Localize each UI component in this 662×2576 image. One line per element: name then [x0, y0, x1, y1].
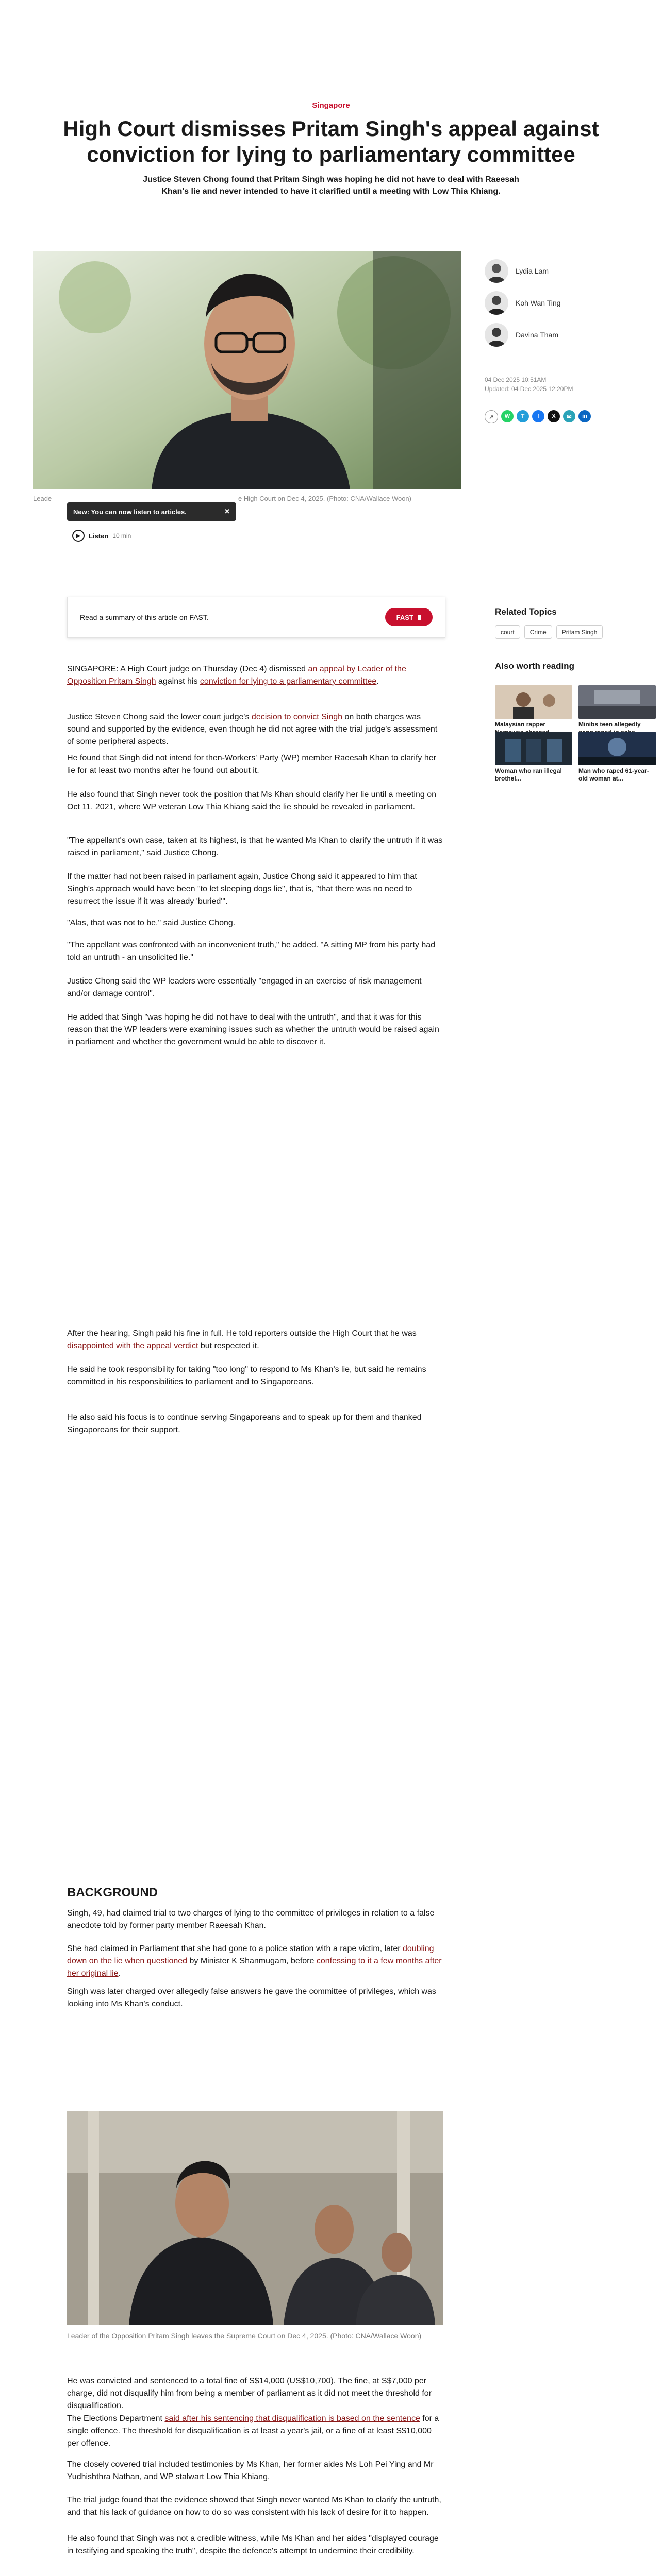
body-paragraph: He said he took responsibility for taking "too long" to respond to Ms Khan's lie, but said he remains committed in his responsibilities to parliament and to Singaporeans.: [67, 1365, 426, 1386]
body-paragraph: Justice Steven Chong said the lower court judge's decision to convict Singh on both charges was sound and supported by the evidence, even though he did not agree with the trial judge's assessment of some peripheral aspects.: [67, 713, 438, 746]
listen-toast: [67, 502, 236, 521]
body-paragraph: After the hearing, Singh paid his fine in full. He told reporters outside the High Court that he was disappointed with the appeal verdict but respected it.: [67, 1329, 417, 1350]
also-item-thumbnail: [578, 732, 656, 765]
avatar: [485, 323, 508, 347]
body-paragraph: The Elections Department said after his sentencing that disqualification is based on the sentence for a single offence. The threshold for disqualification is at least a year's jail, or a fine of at least S$10,000 per offence.: [67, 2414, 439, 2448]
link-confessing[interactable]: confessing to it a few months after her original lie: [67, 1957, 442, 1978]
body-paragraph: If the matter had not been raised in parliament again, Justice Chong said it appeared to him that Singh's approach would have been "to let sleeping dogs lie", that is, "that there was no need to resurrect the issue if it was already 'buried'".: [67, 872, 417, 906]
standfirst: Justice Steven Chong found that Pritam Singh was hoping he did not have to deal with Raeesah Khan's lie and never intended to have it clarified until a meeting with Low Thia Khiang.: [143, 175, 519, 196]
background-heading: BACKGROUND: [67, 1886, 158, 1900]
related-topics-title: Related Topics: [495, 607, 557, 617]
fast-button[interactable]: [385, 608, 433, 626]
x-icon[interactable]: X: [548, 410, 560, 422]
published-date: 04 Dec 2025 10:51AM: [485, 376, 547, 383]
author-item[interactable]: [485, 319, 639, 351]
article-dates: [485, 375, 573, 394]
body-paragraph: Singh was later charged over allegedly false answers he gave the committee of privileges, which was looking into Ms Khan's conduct.: [67, 1987, 436, 2008]
link-elections-dept[interactable]: said after his sentencing that disqualification is based on the sentence: [164, 2414, 420, 2423]
facebook-icon[interactable]: f: [532, 410, 544, 422]
also-item-title: Minibs teen allegedly: [578, 721, 641, 728]
body-paragraph: He was convicted and sentenced to a total fine of S$14,000 (US$10,700). The fine, at S$7,000 per charge, did not disqualify him from being a member of parliament as it did not meet the threshold for disqualification.: [67, 2377, 432, 2410]
link-conviction[interactable]: conviction for lying to a parliamentary committee: [200, 677, 377, 686]
also-worth-reading-title: Also worth reading: [495, 661, 574, 671]
author-name: Koh Wan Ting: [516, 299, 561, 307]
section-link[interactable]: Singapore: [312, 101, 350, 110]
hero-photo-illustration: [33, 251, 461, 489]
also-item-title: Woman who ran illegal brothel...: [495, 767, 562, 782]
share-bar: [485, 410, 591, 423]
hero-caption-visible: e High Court on Dec 4, 2025. (Photo: CNA/Wallace Woon): [238, 495, 411, 502]
article-photo: [67, 2111, 443, 2325]
avatar: [485, 259, 508, 283]
headline: High Court dismisses Pritam Singh's appeal against conviction for lying to parliamentary committee: [63, 116, 599, 166]
link-disappointed[interactable]: disappointed with the appeal verdict: [67, 1342, 198, 1350]
updated-date: Updated: 04 Dec 2025 12:20PM: [485, 385, 573, 393]
fast-button-label: FAST: [396, 613, 413, 621]
body-paragraph: He also found that Singh was not a credible witness, while Ms Khan and her aides "displayed courage in testifying and speaking the truth", despite the defence's attempt to undermine their credibility.: [67, 2534, 439, 2555]
listen-label: Listen: [89, 532, 109, 540]
hero-image: [33, 251, 461, 489]
body-paragraph: He also said his focus is to continue serving Singaporeans and to speak up for them and thanked Singaporeans for their support.: [67, 1413, 422, 1434]
also-item-title: Malaysian rapper: [495, 721, 546, 728]
author-list: [485, 255, 639, 351]
fast-prompt: Read a summary of this article on FAST.: [80, 613, 209, 621]
also-item[interactable]: [495, 685, 572, 736]
play-icon: ▶: [72, 530, 85, 542]
body-paragraph: She had claimed in Parliament that she had gone to a police station with a rape victim, later doubling down on the lie when questioned by Minister K Shanmugam, before confessing to it a few months after her original lie.: [67, 1944, 442, 1978]
author-name: Lydia Lam: [516, 267, 549, 275]
also-item-thumbnail: [495, 732, 572, 765]
related-tags: [495, 625, 603, 639]
photo-caption: Leader of the Opposition Pritam Singh leaves the Supreme Court on Dec 4, 2025. (Photo: CNA/Wallace Woon): [67, 2332, 422, 2340]
tag-court[interactable]: court: [495, 625, 520, 639]
also-item-title: Man who raped 61-year-old woman at...: [578, 767, 649, 782]
body-paragraph: SINGAPORE: A High Court judge on Thursday (Dec 4) dismissed an appeal by Leader of the Opposition Pritam Singh against his conviction for lying to a parliamentary committee.: [67, 665, 406, 686]
body-paragraph: Justice Chong said the WP leaders were essentially "engaged in an exercise of risk management and/or damage control".: [67, 977, 422, 998]
link-doubling-down[interactable]: doubling down on the lie when questioned: [67, 1944, 434, 1965]
listen-button[interactable]: [72, 528, 131, 544]
photo-illustration: [67, 2111, 443, 2325]
hero-caption-prefix: Leade: [33, 495, 52, 502]
tag-crime[interactable]: Crime: [524, 625, 552, 639]
copy-link-icon[interactable]: ↗: [485, 410, 498, 423]
body-paragraph: The closely covered trial included testimonies by Ms Khan, her former aides Ms Loh Pei Ying and Mr Yudhishthra Nathan, and WP stalwart Low Thia Khiang.: [67, 2460, 434, 2481]
also-item-thumbnail: [578, 685, 656, 719]
author-item[interactable]: [485, 287, 639, 319]
body-paragraph: He found that Singh did not intend for then-Workers' Party (WP) member Raeesah Khan to clarify her lie for at least two months after he found out about it.: [67, 754, 436, 775]
link-appeal[interactable]: an appeal by Leader of the Opposition Pritam Singh: [67, 665, 406, 686]
body-paragraph: The trial judge found that the evidence showed that Singh never wanted Ms Khan to clarify the untruth, and that his lack of guidance on how to do so was consistent with his lack of desire for it to happen.: [67, 2496, 441, 2517]
fast-icon: ▮: [417, 613, 421, 621]
body-paragraph: He also found that Singh never took the position that Ms Khan should clarify her lie until a meeting on Oct 11, 2021, where WP veteran Low Thia Khiang said the lie should be revealed in parliament.: [67, 790, 436, 811]
also-item[interactable]: [578, 732, 656, 783]
author-name: Davina Tham: [516, 331, 559, 339]
avatar: [485, 291, 508, 315]
listen-duration: 10 min: [112, 532, 131, 539]
close-icon[interactable]: ✕: [224, 507, 230, 515]
body-paragraph: "The appellant was confronted with an inconvenient truth," he added. "A sitting MP from his party had told an untruth - an unsolicited lie.": [67, 941, 436, 962]
body-paragraph: "Alas, that was not to be," said Justice Chong.: [67, 919, 236, 927]
also-item-thumbnail: [495, 685, 572, 719]
tag-pritam-singh[interactable]: Pritam Singh: [556, 625, 603, 639]
body-paragraph: He added that Singh "was hoping he did not have to deal with the untruth", and that it was for this reason that the WP leaders were examining issues such as whether the untruth would be raised again in parliament and whether the government would be able to discover it.: [67, 1013, 439, 1046]
author-item[interactable]: [485, 255, 639, 287]
also-item[interactable]: [578, 685, 656, 736]
link-decision[interactable]: decision to convict Singh: [251, 713, 343, 721]
toast-text: New: You can now listen to articles.: [73, 507, 187, 516]
also-item[interactable]: [495, 732, 572, 783]
whatsapp-icon[interactable]: W: [501, 410, 514, 422]
linkedin-icon[interactable]: in: [578, 410, 591, 422]
email-icon[interactable]: ✉: [563, 410, 575, 422]
body-paragraph: Singh, 49, had claimed trial to two charges of lying to the committee of privileges in relation to a false anecdote told by former party member Raeesah Khan.: [67, 1909, 435, 1930]
body-paragraph: "The appellant's own case, taken at its highest, is that he wanted Ms Khan to clarify the untruth if it was raised in parliament," said Justice Chong.: [67, 836, 443, 857]
telegram-icon[interactable]: T: [517, 410, 529, 422]
fast-summary-box: [67, 597, 445, 638]
